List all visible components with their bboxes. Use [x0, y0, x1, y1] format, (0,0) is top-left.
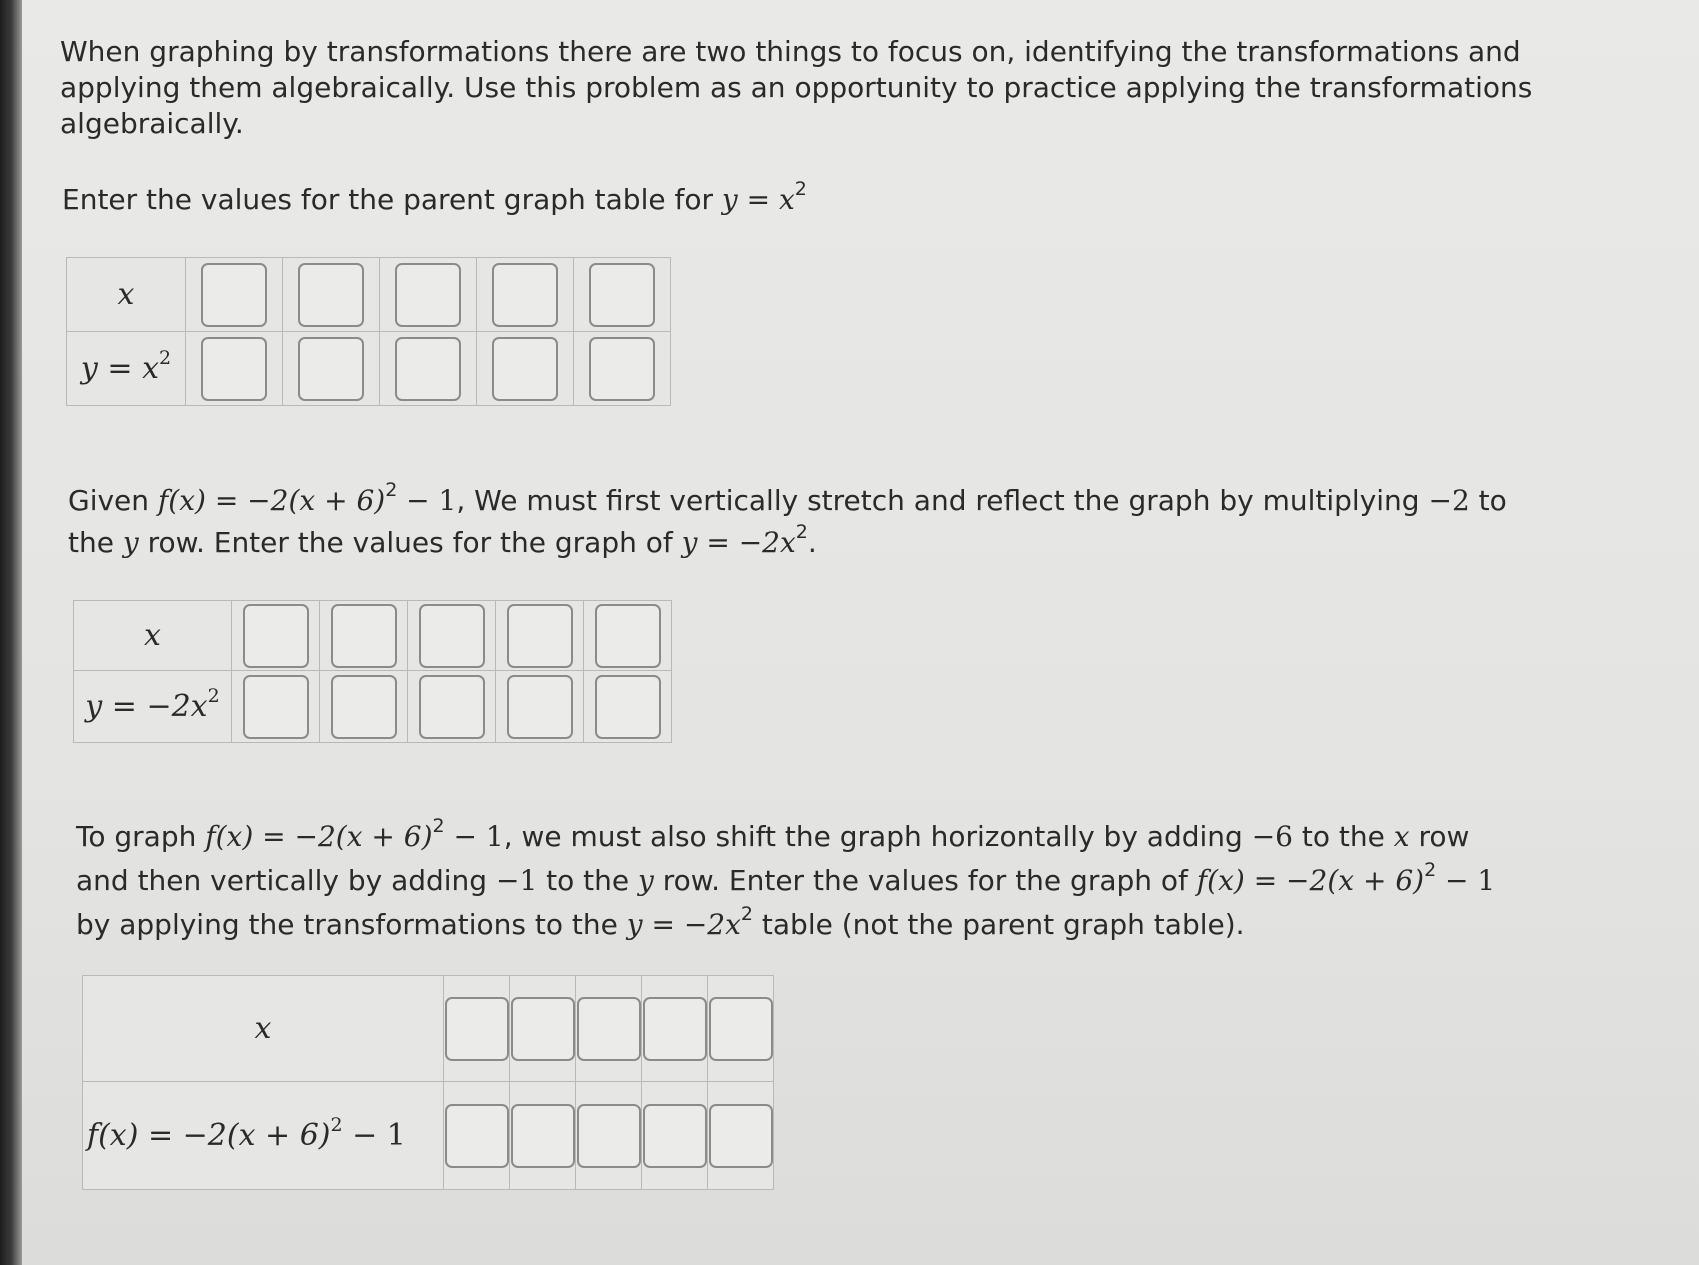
stretch-y-input-4[interactable]	[507, 675, 573, 739]
transformed-table-f-label-cell	[83, 1082, 444, 1190]
transformed-f-input-1[interactable]	[445, 1104, 509, 1168]
stretch-graph-table	[73, 600, 672, 743]
x-row-label: x	[144, 618, 161, 653]
transformed-table-f-row	[83, 1082, 774, 1190]
screen-edge-shadow	[0, 0, 22, 1265]
f-row-label: $f(x) = -2(x + 6)^2 - 1$	[87, 1114, 406, 1153]
parent-table-x-label-cell	[67, 258, 186, 332]
parent-table-y-label-cell	[67, 332, 186, 406]
intro-line-3: algebraically.	[60, 107, 244, 140]
transformed-x-input-4[interactable]	[643, 997, 707, 1061]
parent-function-math: y = x	[721, 183, 795, 216]
stretch-table-y-row	[74, 671, 672, 743]
section1-prompt: Enter the values for the parent graph table for $y = x^2$	[62, 178, 807, 216]
intro-line-2: applying them algebraically. Use this problem as an opportunity to practice applying the transformations	[60, 71, 1533, 104]
transformed-graph-table	[82, 975, 774, 1190]
parent-y-input-4[interactable]	[492, 337, 558, 401]
parent-x-input-1[interactable]	[201, 263, 267, 327]
section3-line-3: by applying the transformations to the $y = -2x^2$ table (not the parent graph table).	[76, 903, 1245, 941]
y-row-label: $y = -2x^2$	[85, 685, 220, 724]
transformed-x-input-1[interactable]	[445, 997, 509, 1061]
stretch-y-input-3[interactable]	[419, 675, 485, 739]
parent-table-x-row	[67, 258, 671, 332]
transformed-f-input-5[interactable]	[709, 1104, 773, 1168]
intro-line-1: When graphing by transformations there are two things to focus on, identifying the transformations and	[60, 35, 1521, 68]
section2-line-1: Given $f(x) = -2(x + 6)^2 - 1$, We must first vertically stretch and reflect the graph by multiplying −2 to	[68, 479, 1507, 517]
section3-line-1: To graph $f(x) = -2(x + 6)^2 - 1$, we must also shift the graph horizontally by adding −6 to the x row	[76, 815, 1470, 853]
y-row-label: $y = x^2$	[80, 347, 172, 386]
parent-x-input-5[interactable]	[589, 263, 655, 327]
transformed-table-x-label-cell	[83, 976, 444, 1082]
stretch-x-input-2[interactable]	[331, 604, 397, 668]
stretch-y-input-1[interactable]	[243, 675, 309, 739]
transformed-f-input-3[interactable]	[577, 1104, 641, 1168]
stretch-table-x-label-cell	[74, 601, 232, 671]
parent-graph-table	[66, 257, 671, 406]
transformed-x-input-2[interactable]	[511, 997, 575, 1061]
transformed-x-input-3[interactable]	[577, 997, 641, 1061]
intro-paragraph	[60, 34, 1620, 142]
x-row-label: x	[117, 277, 135, 312]
transformed-f-input-2[interactable]	[511, 1104, 575, 1168]
parent-y-input-5[interactable]	[589, 337, 655, 401]
stretch-x-input-1[interactable]	[243, 604, 309, 668]
section3-line-2: and then vertically by adding −1 to the y row. Enter the values for the graph of $f(x) = -2(x + 6)^2 - 1$	[76, 859, 1496, 897]
parent-x-input-2[interactable]	[298, 263, 364, 327]
x-row-label: x	[254, 1011, 272, 1046]
stretch-x-input-4[interactable]	[507, 604, 573, 668]
stretch-y-input-5[interactable]	[595, 675, 661, 739]
parent-y-input-1[interactable]	[201, 337, 267, 401]
parent-x-input-3[interactable]	[395, 263, 461, 327]
section2-line-2: the y row. Enter the values for the graph of $y = -2x^2$.	[68, 521, 817, 559]
parent-table-y-row	[67, 332, 671, 406]
section3-prompt	[76, 815, 1636, 947]
transformed-x-input-5[interactable]	[709, 997, 773, 1061]
stretch-y-input-2[interactable]	[331, 675, 397, 739]
stretch-table-x-row	[74, 601, 672, 671]
parent-y-input-3[interactable]	[395, 337, 461, 401]
section2-prompt	[68, 480, 1628, 564]
transformed-table-x-row	[83, 976, 774, 1082]
transformed-f-input-4[interactable]	[643, 1104, 707, 1168]
stretch-x-input-3[interactable]	[419, 604, 485, 668]
parent-x-input-4[interactable]	[492, 263, 558, 327]
stretch-table-y-label-cell	[74, 671, 232, 743]
stretch-x-input-5[interactable]	[595, 604, 661, 668]
parent-y-input-2[interactable]	[298, 337, 364, 401]
